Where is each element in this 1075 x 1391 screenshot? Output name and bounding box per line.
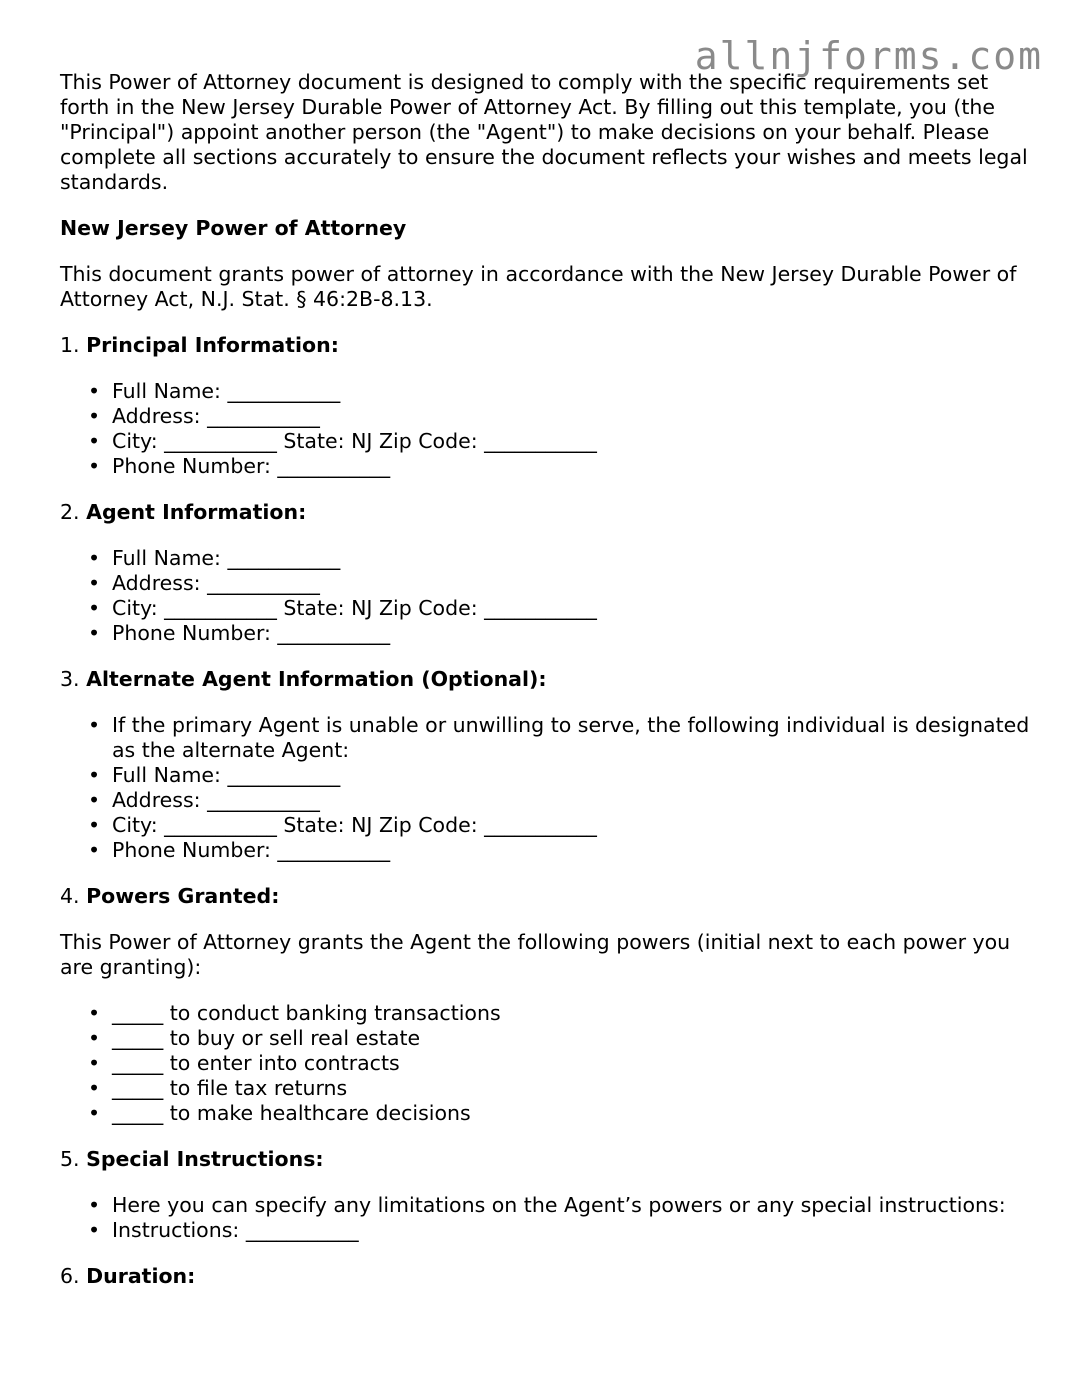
- power-banking-initial[interactable]: • _____ to conduct banking transactions: [60, 1001, 1040, 1026]
- power-tax-returns-initial[interactable]: • _____ to file tax returns: [60, 1076, 1040, 1101]
- section-title: Agent Information:: [86, 500, 307, 524]
- principal-full-name-field[interactable]: • Full Name: ___________: [60, 379, 1040, 404]
- section-number: 1.: [60, 333, 80, 357]
- section-principal-heading: [60, 333, 1040, 358]
- principal-city-state-zip-field[interactable]: • City: ___________ State: NJ Zip Code: ___________: [60, 429, 1040, 454]
- alternate-city-state-zip-field[interactable]: • City: ___________ State: NJ Zip Code: ___________: [60, 813, 1040, 838]
- powers-description: This Power of Attorney grants the Agent the following powers (initial next to each power you are granting):: [60, 930, 1011, 979]
- principal-address-field[interactable]: • Address: ___________: [60, 404, 1040, 429]
- agent-fields: [60, 546, 1040, 646]
- section-alternate-heading: [60, 667, 1040, 692]
- section-number: 6.: [60, 1264, 80, 1288]
- principal-fields: [60, 379, 1040, 479]
- principal-phone-field[interactable]: • Phone Number: ___________: [60, 454, 1040, 479]
- section-title: Principal Information:: [86, 333, 339, 357]
- alternate-explanation: • If the primary Agent is unable or unwilling to serve, the following individual is designated as the alternate Agent:: [60, 713, 1040, 763]
- section-special-heading: [60, 1147, 1040, 1172]
- alternate-phone-field[interactable]: • Phone Number: ___________: [60, 838, 1040, 863]
- section-title: Alternate Agent Information (Optional):: [86, 667, 547, 691]
- powers-list: [60, 1001, 1040, 1126]
- special-explanation: • Here you can specify any limitations on the Agent’s powers or any special instructions:: [60, 1193, 1040, 1218]
- document-page: [60, 70, 1040, 1310]
- agent-city-state-zip-field[interactable]: • City: ___________ State: NJ Zip Code: ___________: [60, 596, 1040, 621]
- power-contracts-initial[interactable]: • _____ to enter into contracts: [60, 1051, 1040, 1076]
- section-number: 4.: [60, 884, 80, 908]
- agent-full-name-field[interactable]: • Full Name: ___________: [60, 546, 1040, 571]
- power-healthcare-initial[interactable]: • _____ to make healthcare decisions: [60, 1101, 1040, 1126]
- section-number: 5.: [60, 1147, 80, 1171]
- section-title: Duration:: [86, 1264, 196, 1288]
- alternate-address-field[interactable]: • Address: ___________: [60, 788, 1040, 813]
- special-instructions-field[interactable]: • Instructions: ___________: [60, 1218, 1040, 1243]
- section-title: Powers Granted:: [86, 884, 280, 908]
- section-agent-heading: [60, 500, 1040, 525]
- section-duration-heading: [60, 1264, 1040, 1289]
- intro-paragraph: This Power of Attorney document is designed to comply with the specific requirements set forth in the New Jersey Durable Power of Attorney Act. By filling out this template, you (the "Principal") appoint another person (the "Agent") to make decisions on your behalf. Please complete all sections accurately to ensure the document reflects your wishes and meets legal standards.: [60, 70, 1028, 194]
- watermark: allnjforms.com: [694, 34, 1043, 78]
- power-real-estate-initial[interactable]: • _____ to buy or sell real estate: [60, 1026, 1040, 1051]
- section-title: Special Instructions:: [86, 1147, 324, 1171]
- special-fields: [60, 1193, 1040, 1243]
- alternate-full-name-field[interactable]: • Full Name: ___________: [60, 763, 1040, 788]
- agent-address-field[interactable]: • Address: ___________: [60, 571, 1040, 596]
- grant-statement: This document grants power of attorney in accordance with the New Jersey Durable Power of Attorney Act, N.J. Stat. § 46:2B-8.13.: [60, 262, 1017, 311]
- document-title: New Jersey Power of Attorney: [60, 216, 407, 240]
- section-powers-heading: [60, 884, 1040, 909]
- section-number: 3.: [60, 667, 80, 691]
- section-number: 2.: [60, 500, 80, 524]
- agent-phone-field[interactable]: • Phone Number: ___________: [60, 621, 1040, 646]
- alternate-fields: [60, 713, 1040, 863]
